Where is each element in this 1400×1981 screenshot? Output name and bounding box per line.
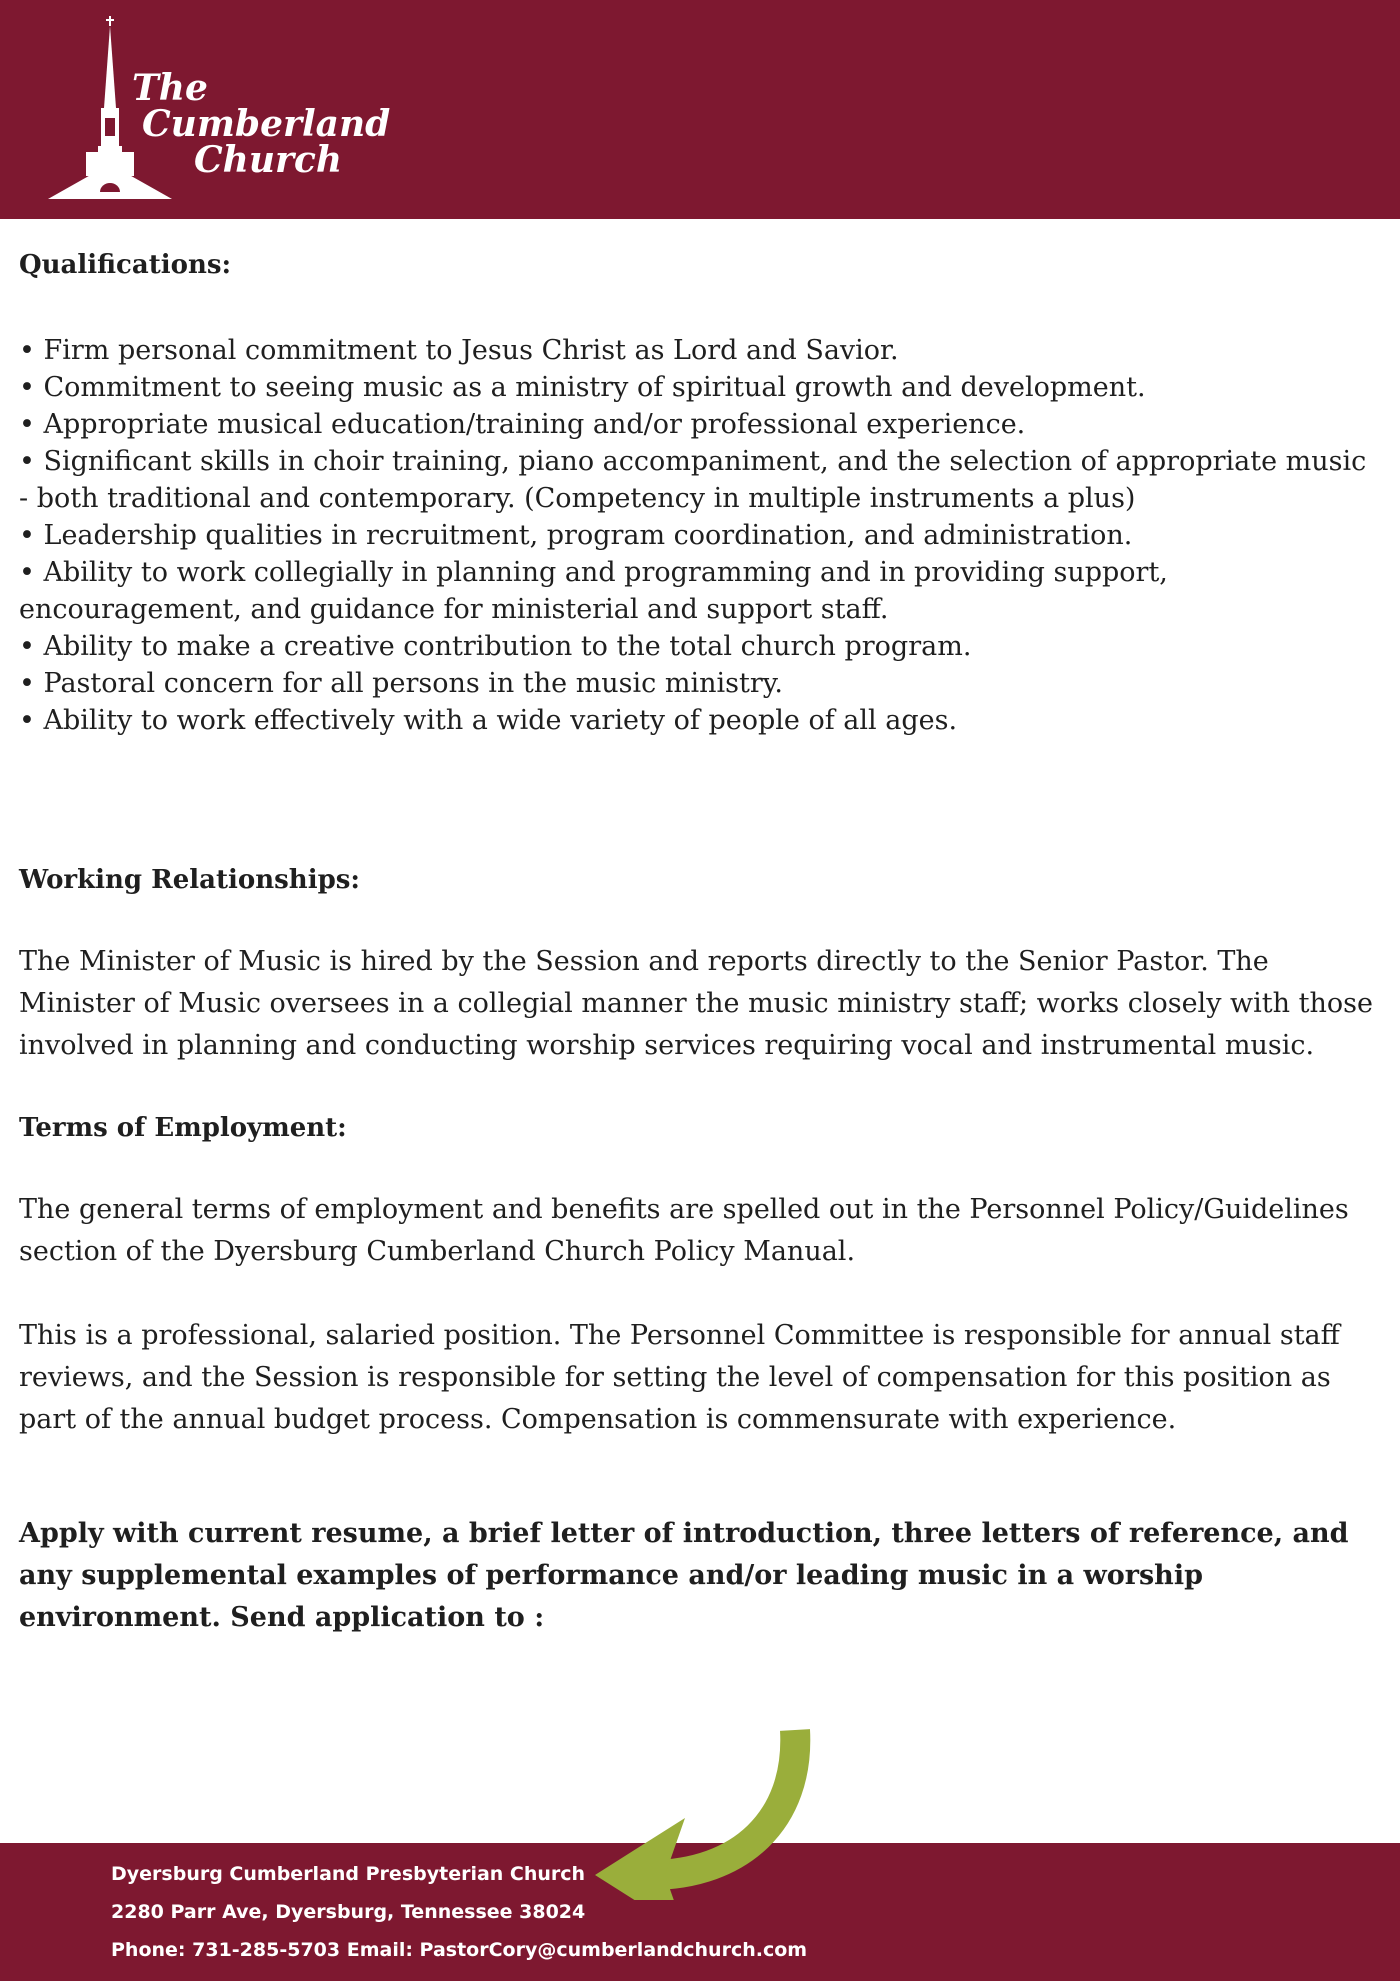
job-description — [19, 248, 1381, 1639]
list-item: • Pastoral concern for all persons in the music ministry. — [19, 668, 784, 699]
qualifications-heading: Qualifications: — [19, 250, 232, 280]
qualifications-list — [19, 332, 1381, 739]
list-item: • Ability to work effectively with a wide variety of people of all ages. — [19, 705, 958, 736]
logo-text-the: The — [132, 67, 208, 109]
list-item: • Appropriate musical education/training and/or professional experience. — [19, 409, 1026, 440]
church-address: 2280 Parr Ave, Dyersburg, Tennessee 38024 — [111, 1901, 586, 1923]
working-relationships-heading: Working Relationships: — [19, 865, 360, 895]
list-item: • Ability to make a creative contribution to the total church program. — [19, 631, 972, 662]
curved-arrow-icon — [590, 1720, 830, 1900]
terms-heading: Terms of Employment: — [19, 1113, 347, 1143]
working-relationships-text: The Minister of Music is hired by the Session and reports directly to the Senior Pastor. The Minister of Music oversees in a collegial manner the music ministry staff; works closely with those involved in planning and conducting worship services requiring vocal and instrumental music. — [19, 946, 1373, 1061]
list-item: • Leadership qualities in recruitment, program coordination, and administration. — [19, 520, 1133, 551]
list-item: • Significant skills in choir training, piano accompaniment, and the selection of appropriate music - both traditional and contemporary. (Competency in multiple instruments a plus) — [19, 446, 1367, 514]
list-item: • Ability to work collegially in planning and programming and in providing support, encouragement, and guidance for ministerial and support staff. — [19, 557, 1168, 625]
church-logo — [46, 14, 391, 204]
list-item: • Commitment to seeing music as a ministry of spiritual growth and development. — [19, 372, 1146, 403]
terms-paragraph-2: This is a professional, salaried position. The Personnel Committee is responsible for annual staff reviews, and the Session is responsible for setting the level of compensation for this position as part of the annual budget process. Compensation is commensurate with experience. — [19, 1320, 1340, 1435]
list-item: • Firm personal commitment to Jesus Christ as Lord and Savior. — [19, 335, 899, 366]
logo-text-cumberland: Cumberland — [142, 103, 391, 145]
apply-instructions: Apply with current resume, a brief letter of introduction, three letters of reference, and any supplemental examples of performance and/or leading music in a worship environment. Send application to : — [19, 1518, 1349, 1633]
church-name: Dyersburg Cumberland Presbyterian Church — [111, 1863, 586, 1885]
church-contact: Phone: 731-285-5703 Email: PastorCory@cumberlandchurch.com — [111, 1939, 808, 1961]
header-banner — [0, 0, 1400, 219]
logo-text-church: Church — [194, 139, 343, 181]
terms-paragraph-1: The general terms of employment and benefits are spelled out in the Personnel Policy/Guidelines section of the Dyersburg Cumberland Church Policy Manual. — [19, 1194, 1349, 1267]
